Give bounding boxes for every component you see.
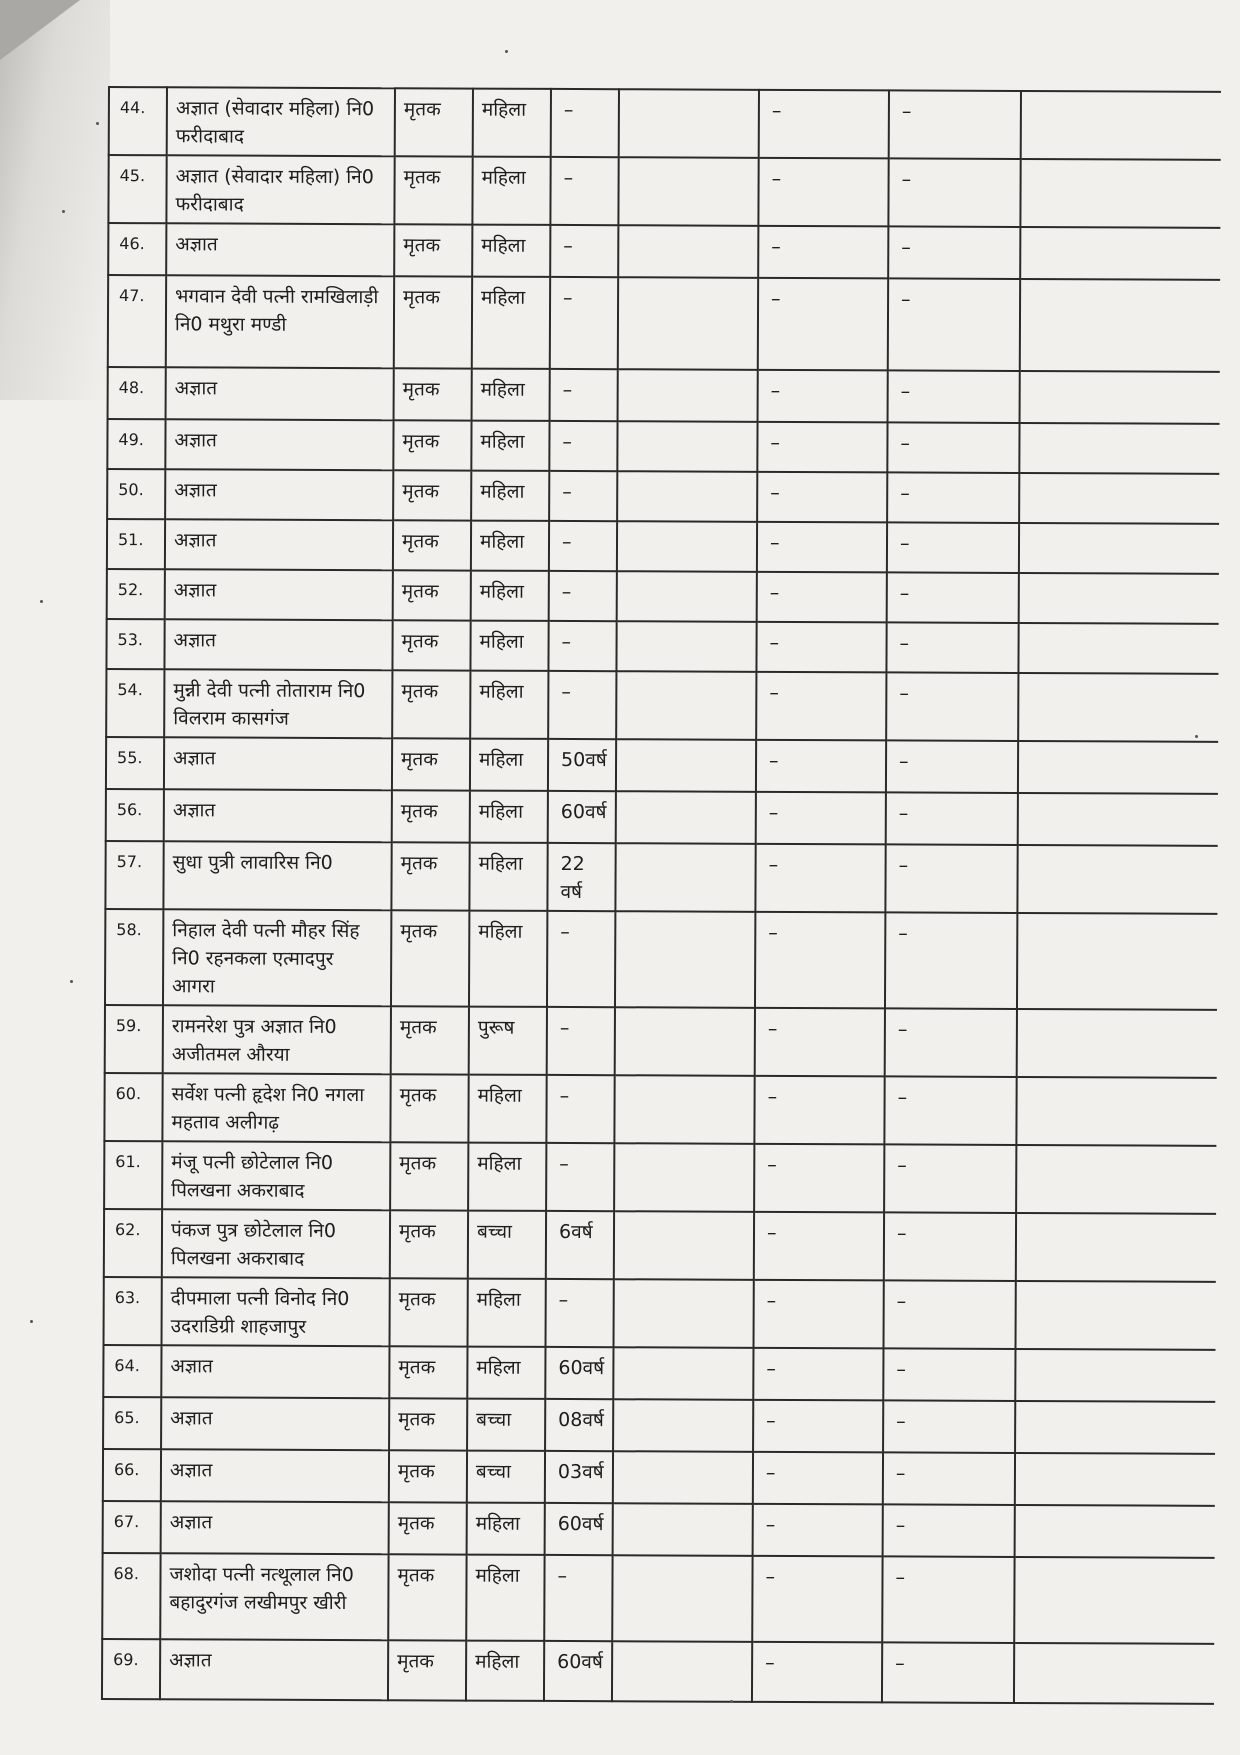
name-address-cell: मंजू पत्नी छोटेलाल नि0 पिलखना अकराबाद	[162, 1141, 390, 1210]
remark-cell-1: –	[757, 422, 887, 473]
serial-number-cell: 46.	[108, 223, 166, 275]
age-cell: –	[548, 671, 616, 739]
category-cell: महिला	[472, 225, 550, 277]
table-row	[103, 1397, 1215, 1454]
name-address-cell: अज्ञात	[165, 469, 393, 520]
table-row	[107, 569, 1219, 624]
serial-number-cell: 57.	[105, 841, 163, 909]
status-cell: मृतक	[394, 224, 472, 276]
remark-cell-1: –	[756, 740, 886, 793]
blank-cell	[612, 1555, 752, 1642]
name-address-cell: जशोदा पत्नी नत्थूलाल नि0 बहादुरगंज लखीमपुर खीरी	[160, 1553, 388, 1640]
remark-cell-2: –	[886, 622, 1018, 673]
blank-cell	[614, 1075, 754, 1144]
remark-cell-2: –	[883, 1504, 1015, 1557]
category-cell: महिला	[469, 911, 547, 1007]
name-address-cell: पंकज पुत्र छोटेलाल नि0 पिलखना अकराबाद	[162, 1209, 390, 1278]
name-address-cell: दीपमाला पत्नी विनोद नि0 उदराडिग्री शाहजापुर	[162, 1277, 390, 1346]
speck	[40, 600, 43, 603]
blank-cell	[1015, 1453, 1215, 1506]
blank-cell	[614, 1279, 754, 1348]
blank-cell	[1016, 1077, 1216, 1146]
name-address-cell: अज्ञात	[161, 1397, 389, 1450]
blank-cell	[1014, 1557, 1214, 1644]
table-row	[108, 275, 1220, 372]
blank-cell	[613, 1451, 753, 1504]
remark-cell-2: –	[883, 1452, 1015, 1505]
table-row	[102, 1553, 1214, 1644]
blank-cell	[1020, 159, 1220, 228]
name-address-cell: अज्ञात	[161, 1501, 389, 1554]
blank-cell	[1017, 845, 1217, 914]
age-cell: –	[548, 621, 616, 671]
casualty-table	[101, 86, 1221, 1705]
serial-number-cell: 47.	[108, 275, 166, 367]
remark-cell-2: –	[887, 522, 1019, 573]
speck	[505, 50, 508, 53]
name-address-cell: अज्ञात	[165, 419, 393, 470]
blank-cell	[1021, 91, 1221, 160]
name-address-cell: सुधा पुत्री लावारिस नि0	[163, 841, 391, 910]
name-address-cell: रामनरेश पुत्र अज्ञात नि0 अजीतमल औरया	[163, 1005, 391, 1074]
remark-cell-1: –	[757, 472, 887, 523]
remark-cell-1: –	[757, 572, 887, 623]
serial-number-cell: 68.	[102, 1553, 160, 1639]
status-cell: मृतक	[389, 1450, 467, 1502]
table-row	[104, 1277, 1216, 1350]
category-cell: महिला	[473, 89, 551, 157]
category-cell: महिला	[468, 1279, 546, 1347]
status-cell: मृतक	[391, 1006, 469, 1074]
age-cell: –	[550, 225, 618, 277]
blank-cell	[618, 277, 758, 370]
category-cell: महिला	[470, 621, 548, 671]
remark-cell-1: –	[754, 1280, 884, 1349]
blank-cell	[616, 739, 756, 792]
serial-number-cell: 50.	[107, 469, 165, 519]
age-cell: –	[549, 571, 617, 621]
remark-cell-2: –	[885, 844, 1017, 913]
age-cell: 60वर्ष	[544, 1641, 612, 1701]
status-cell: मृतक	[393, 520, 471, 570]
table-row	[104, 1209, 1216, 1282]
blank-cell	[615, 1007, 755, 1076]
blank-cell	[1017, 913, 1217, 1010]
remark-cell-1: –	[758, 370, 888, 423]
remark-cell-1: –	[756, 672, 886, 741]
age-cell: –	[550, 277, 618, 369]
status-cell: मृतक	[393, 470, 471, 520]
serial-number-cell: 61.	[104, 1141, 162, 1209]
remark-cell-1: –	[753, 1504, 883, 1557]
status-cell: मृतक	[392, 670, 470, 738]
age-cell: –	[549, 471, 617, 521]
age-cell: –	[544, 1555, 612, 1641]
status-cell: मृतक	[394, 156, 472, 224]
category-cell: महिला	[471, 571, 549, 621]
blank-cell	[1020, 279, 1220, 372]
age-cell: 03वर्ष	[545, 1451, 613, 1503]
category-cell: बच्चा	[467, 1451, 545, 1503]
category-cell: महिला	[470, 791, 548, 843]
blank-cell	[1018, 673, 1218, 742]
blank-cell	[617, 421, 757, 472]
status-cell: मृतक	[388, 1640, 466, 1700]
table-row	[104, 1073, 1216, 1146]
remark-cell-2: –	[882, 1556, 1014, 1643]
age-cell: 08वर्ष	[545, 1399, 613, 1451]
table-row	[108, 223, 1220, 280]
speck	[30, 1320, 33, 1323]
name-address-cell: अज्ञात	[160, 1639, 388, 1700]
remark-cell-1: –	[755, 1008, 885, 1077]
speck	[1195, 735, 1198, 738]
category-cell: महिला	[470, 739, 548, 791]
remark-cell-2: –	[889, 90, 1021, 159]
category-cell: महिला	[472, 369, 550, 421]
blank-cell	[613, 1347, 753, 1400]
serial-number-cell: 55.	[106, 737, 164, 789]
name-address-cell: अज्ञात	[164, 619, 392, 670]
category-cell: महिला	[467, 1347, 545, 1399]
category-cell: महिला	[471, 521, 549, 571]
age-cell: 60वर्ष	[548, 791, 616, 843]
remark-cell-1: –	[759, 90, 889, 159]
remark-cell-2: –	[888, 226, 1020, 279]
remark-cell-2: –	[885, 1008, 1017, 1077]
name-address-cell: अज्ञात (सेवादार महिला) नि0 फरीदाबाद	[167, 87, 395, 156]
table-row	[103, 1449, 1215, 1506]
status-cell: मृतक	[392, 620, 470, 670]
age-cell: –	[547, 1007, 615, 1075]
serial-number-cell: 63.	[104, 1277, 162, 1345]
status-cell: मृतक	[393, 420, 471, 470]
blank-cell	[1015, 1401, 1215, 1454]
remark-cell-1: –	[753, 1348, 883, 1401]
blank-cell	[1019, 573, 1219, 624]
table-row	[102, 1639, 1214, 1704]
blank-cell	[1019, 523, 1219, 574]
name-address-cell: सर्वेश पत्नी हृदेश नि0 नगला महताव अलीगढ़	[162, 1073, 390, 1142]
serial-number-cell: 60.	[104, 1073, 162, 1141]
remark-cell-2: –	[883, 1280, 1015, 1349]
remark-cell-2: –	[884, 1144, 1016, 1213]
blank-cell	[618, 369, 758, 422]
age-cell: –	[546, 1075, 614, 1143]
remark-cell-1: –	[753, 1400, 883, 1453]
casualty-table-wrapper	[101, 86, 1220, 1691]
age-cell: –	[550, 157, 618, 225]
category-cell: महिला	[470, 671, 548, 739]
blank-cell	[616, 791, 756, 844]
age-cell: –	[546, 1143, 614, 1211]
blank-cell	[615, 911, 755, 1008]
remark-cell-1: –	[754, 1076, 884, 1145]
name-address-cell: अज्ञात	[166, 223, 394, 276]
age-cell: 60वर्ष	[545, 1503, 613, 1555]
serial-number-cell: 53.	[106, 619, 164, 669]
serial-number-cell: 44.	[109, 87, 167, 155]
blank-cell	[1019, 423, 1219, 474]
serial-number-cell: 51.	[107, 519, 165, 569]
serial-number-cell: 49.	[107, 419, 165, 469]
name-address-cell: मुन्नी देवी पत्नी तोताराम नि0 विलराम कासगंज	[164, 669, 392, 738]
status-cell: मृतक	[388, 1554, 466, 1640]
table-row	[107, 519, 1219, 574]
remark-cell-1: –	[755, 912, 885, 1009]
category-cell: महिला	[471, 471, 549, 521]
remark-cell-2: –	[887, 422, 1019, 473]
remark-cell-2: –	[885, 912, 1017, 1009]
category-cell: बच्चा	[467, 1399, 545, 1451]
table-row	[107, 419, 1219, 474]
speck	[62, 210, 65, 213]
serial-number-cell: 67.	[103, 1501, 161, 1553]
table-row	[108, 155, 1220, 228]
table-row	[106, 619, 1218, 674]
status-cell: मृतक	[392, 738, 470, 790]
serial-number-cell: 45.	[108, 155, 166, 223]
table-row	[105, 909, 1217, 1010]
speck	[730, 1700, 733, 1703]
remark-cell-2: –	[886, 792, 1018, 845]
status-cell: मृतक	[395, 88, 473, 156]
category-cell: महिला	[466, 1555, 544, 1641]
remark-cell-1: –	[752, 1556, 882, 1643]
serial-number-cell: 52.	[107, 569, 165, 619]
table-row	[109, 87, 1221, 160]
category-cell: पुरूष	[469, 1007, 547, 1075]
blank-cell	[1015, 1505, 1215, 1558]
serial-number-cell: 48.	[108, 367, 166, 419]
table-row	[104, 1141, 1216, 1214]
name-address-cell: निहाल देवी पत्नी मौहर सिंह नि0 रहनकला एत्मादपुर आगरा	[163, 909, 391, 1006]
name-address-cell: अज्ञात (सेवादार महिला) नि0 फरीदाबाद	[166, 155, 394, 224]
serial-number-cell: 69.	[102, 1639, 160, 1699]
blank-cell	[614, 1211, 754, 1280]
age-cell: –	[549, 421, 617, 471]
age-cell: 22 वर्ष	[547, 843, 615, 911]
blank-cell	[612, 1641, 752, 1702]
name-address-cell: अज्ञात	[161, 1449, 389, 1502]
blank-cell	[616, 671, 756, 740]
blank-cell	[613, 1399, 753, 1452]
blank-cell	[613, 1503, 753, 1556]
age-cell: –	[549, 521, 617, 571]
status-cell: मृतक	[390, 1210, 468, 1278]
status-cell: मृतक	[390, 1278, 468, 1346]
blank-cell	[1018, 623, 1218, 674]
remark-cell-1: –	[756, 792, 886, 845]
remark-cell-1: –	[758, 226, 888, 279]
blank-cell	[1018, 793, 1218, 846]
remark-cell-2: –	[886, 672, 1018, 741]
blank-cell	[1018, 741, 1218, 794]
serial-number-cell: 58.	[105, 909, 163, 1005]
remark-cell-2: –	[888, 370, 1020, 423]
serial-number-cell: 66.	[103, 1449, 161, 1501]
table-row	[105, 841, 1217, 914]
remark-cell-2: –	[883, 1348, 1015, 1401]
status-cell: मृतक	[389, 1502, 467, 1554]
blank-cell	[1019, 473, 1219, 524]
age-cell: –	[550, 369, 618, 421]
table-row	[103, 1501, 1215, 1558]
blank-cell	[1017, 1009, 1217, 1078]
table-body	[102, 87, 1221, 1704]
status-cell: मृतक	[394, 368, 472, 420]
remark-cell-2: –	[883, 1400, 1015, 1453]
category-cell: महिला	[466, 1641, 544, 1701]
age-cell: –	[547, 911, 615, 1007]
blank-cell	[618, 225, 758, 278]
status-cell: मृतक	[391, 910, 469, 1006]
table-row	[105, 1005, 1217, 1078]
remark-cell-2: –	[887, 472, 1019, 523]
remark-cell-2: –	[886, 740, 1018, 793]
table-row	[107, 469, 1219, 524]
category-cell: महिला	[468, 1143, 546, 1211]
status-cell: मृतक	[390, 1142, 468, 1210]
remark-cell-1: –	[754, 1144, 884, 1213]
age-cell: 60वर्ष	[545, 1347, 613, 1399]
category-cell: महिला	[471, 421, 549, 471]
blank-cell	[1016, 1145, 1216, 1214]
blank-cell	[1014, 1643, 1214, 1704]
speck	[96, 122, 99, 125]
blank-cell	[1015, 1281, 1215, 1350]
speck	[70, 980, 73, 983]
remark-cell-1: –	[758, 278, 888, 371]
blank-cell	[1016, 1213, 1216, 1282]
category-cell: महिला	[469, 843, 547, 911]
blank-cell	[1020, 227, 1220, 280]
category-cell: महिला	[472, 157, 550, 225]
blank-cell	[617, 571, 757, 622]
remark-cell-1: –	[754, 1212, 884, 1281]
serial-number-cell: 62.	[104, 1209, 162, 1277]
status-cell: मृतक	[390, 1074, 468, 1142]
name-address-cell: अज्ञात	[166, 367, 394, 420]
page-curl	[0, 0, 80, 60]
serial-number-cell: 56.	[106, 789, 164, 841]
blank-cell	[617, 521, 757, 572]
table-row	[103, 1345, 1215, 1402]
name-address-cell: अज्ञात	[165, 519, 393, 570]
name-address-cell: अज्ञात	[164, 789, 392, 842]
status-cell: मृतक	[391, 842, 469, 910]
status-cell: मृतक	[389, 1398, 467, 1450]
name-address-cell: भगवान देवी पत्नी रामखिलाड़ी नि0 मथुरा मण्डी	[166, 275, 394, 368]
category-cell: महिला	[468, 1075, 546, 1143]
table-row	[106, 737, 1218, 794]
blank-cell	[618, 157, 758, 226]
remark-cell-1: –	[753, 1452, 883, 1505]
remark-cell-1: –	[755, 844, 885, 913]
name-address-cell: अज्ञात	[165, 569, 393, 620]
category-cell: महिला	[472, 277, 550, 369]
age-cell: –	[551, 89, 619, 157]
serial-number-cell: 65.	[103, 1397, 161, 1449]
blank-cell	[1015, 1349, 1215, 1402]
remark-cell-1: –	[752, 1642, 882, 1703]
category-cell: महिला	[467, 1503, 545, 1555]
remark-cell-2: –	[882, 1642, 1014, 1703]
serial-number-cell: 59.	[105, 1005, 163, 1073]
name-address-cell: अज्ञात	[164, 737, 392, 790]
remark-cell-1: –	[756, 622, 886, 673]
serial-number-cell: 54.	[106, 669, 164, 737]
table-row	[106, 669, 1218, 742]
name-address-cell: अज्ञात	[161, 1345, 389, 1398]
remark-cell-2: –	[887, 572, 1019, 623]
status-cell: मृतक	[389, 1346, 467, 1398]
page-edge-shadow	[0, 0, 110, 400]
category-cell: बच्चा	[468, 1211, 546, 1279]
blank-cell	[617, 471, 757, 522]
age-cell: –	[546, 1279, 614, 1347]
remark-cell-1: –	[757, 522, 887, 573]
table-row	[108, 367, 1220, 424]
age-cell: 50वर्ष	[548, 739, 616, 791]
serial-number-cell: 64.	[103, 1345, 161, 1397]
blank-cell	[619, 89, 759, 158]
status-cell: मृतक	[392, 790, 470, 842]
blank-cell	[614, 1143, 754, 1212]
remark-cell-1: –	[758, 158, 888, 227]
status-cell: मृतक	[394, 276, 472, 368]
blank-cell	[1020, 371, 1220, 424]
blank-cell	[616, 621, 756, 672]
remark-cell-2: –	[888, 158, 1020, 227]
status-cell: मृतक	[393, 570, 471, 620]
table-row	[106, 789, 1218, 846]
remark-cell-2: –	[888, 278, 1020, 371]
remark-cell-2: –	[884, 1076, 1016, 1145]
age-cell: 6वर्ष	[546, 1211, 614, 1279]
blank-cell	[615, 843, 755, 912]
remark-cell-2: –	[884, 1212, 1016, 1281]
